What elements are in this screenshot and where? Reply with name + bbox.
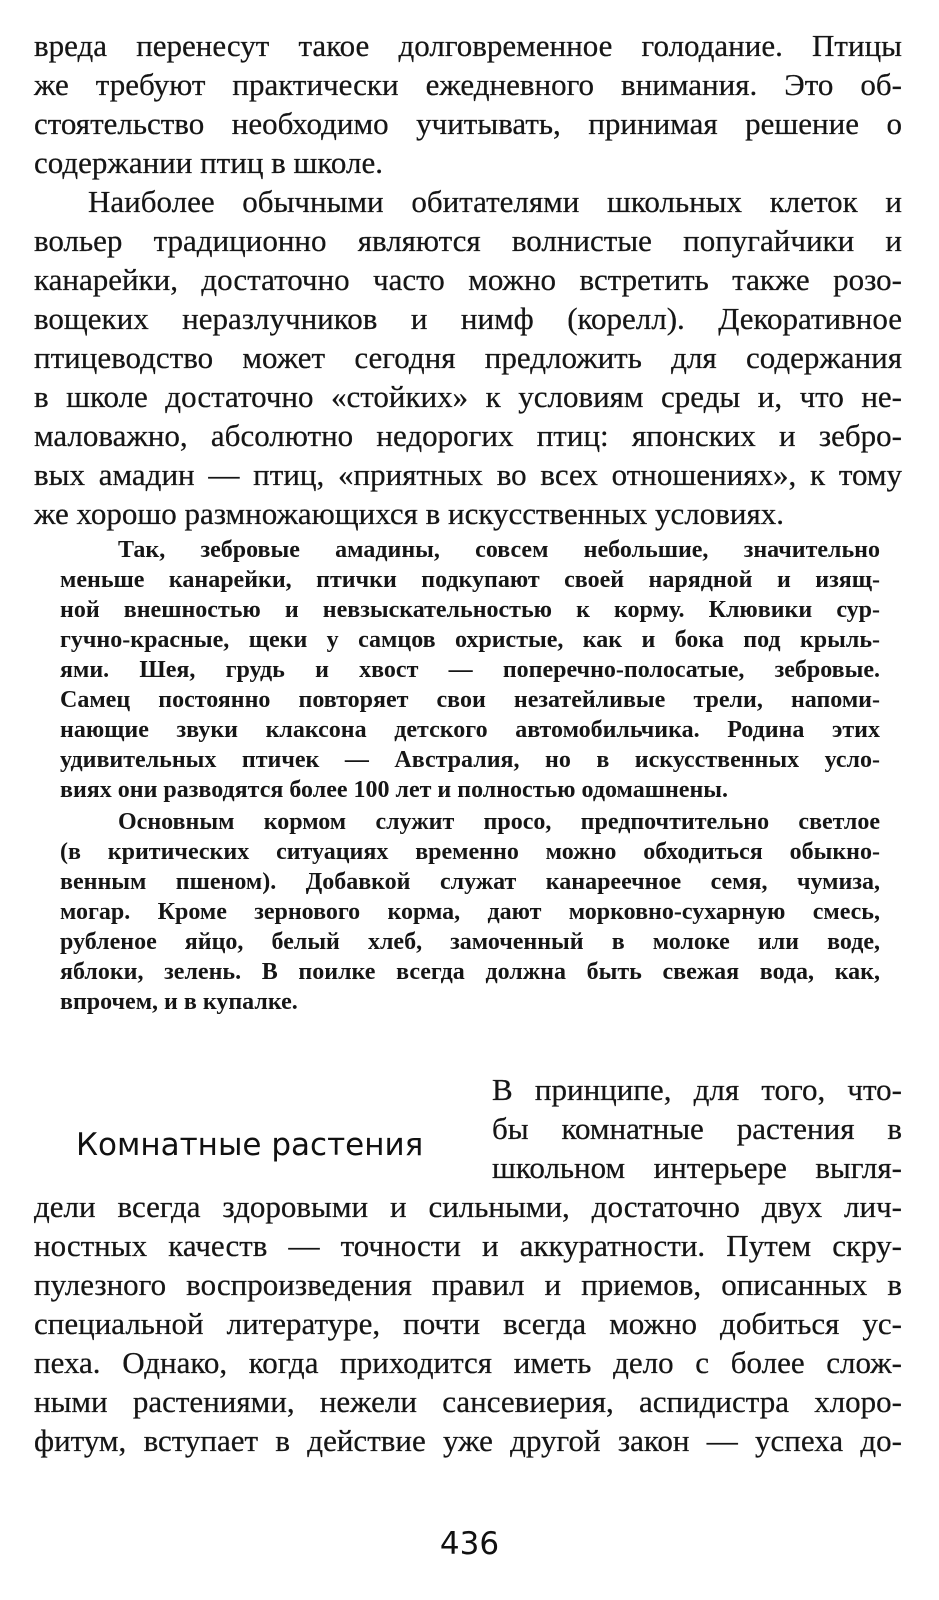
small-text-line: ями. Шея, грудь и хвост — поперечно-полосатые, зебровые. [60, 657, 880, 683]
text-line: содержании птиц в школе. [34, 145, 383, 180]
small-text-line: Так, зебровые амадины, совсем небольшие, значительно [118, 537, 880, 563]
text-line: ными растениями, нежели сансевиерия, аспидистра хлоро- [34, 1384, 902, 1419]
text-line: вольер традиционно являются волнистые попугайчики и [34, 223, 902, 258]
text-line: фитум, вступает в действие уже другой закон — успеха до- [34, 1423, 902, 1458]
small-text-line: венным пшеном). Добавкой служат канареечное семя, чумиза, [60, 869, 880, 895]
text-line: школьном интерьере выгля- [492, 1150, 902, 1185]
small-text-line: яблоки, зелень. В поилке всегда должна быть свежая вода, как, [60, 959, 880, 985]
small-text-line: (в критических ситуациях временно можно обходиться обыкно- [60, 839, 880, 865]
text-line: вощеких неразлучников и нимф (корелл). Декоративное [34, 301, 902, 336]
text-line: маловажно, абсолютно недорогих птиц: японских и зебро- [34, 418, 902, 453]
small-text-line: могар. Кроме зернового корма, дают морковно-сухарную смесь, [60, 899, 880, 925]
text-line: В принципе, для того, что- [492, 1072, 902, 1107]
text-line: канарейки, достаточно часто можно встретить также розо- [34, 262, 902, 297]
small-text-line: впрочем, и в купалке. [60, 989, 298, 1015]
small-text-line: нающие звуки клаксона детского автомобильчика. Родина этих [60, 717, 880, 743]
small-text-line: Основным кормом служит просо, предпочтительно светлое [118, 809, 880, 835]
text-line: специальной литературе, почти всегда можно добиться ус- [34, 1306, 902, 1341]
text-line: стоятельство необходимо учитывать, принимая решение о [34, 106, 902, 141]
page-number: 436 [439, 1526, 500, 1562]
small-text-line: удивительных птичек — Австралия, но в искусственных усло- [60, 747, 880, 773]
small-text-line: гучно-красные, щеки у самцов охристые, как и бока под крыль- [60, 627, 880, 653]
small-text-line: виях они разводятся более 100 лет и полностью одомашнены. [60, 777, 729, 803]
text-line: вых амадин — птиц, «приятных во всех отношениях», к тому [34, 457, 902, 492]
section-heading: Комнатные растения [76, 1127, 424, 1163]
small-text-line: ной внешностью и невзыскательностью к корму. Клювики сур- [60, 597, 880, 623]
text-line: же хорошо размножающихся в искусственных условиях. [34, 496, 784, 531]
text-line: дели всегда здоровыми и сильными, достаточно двух лич- [34, 1189, 902, 1224]
text-line: бы комнатные растения в [492, 1111, 902, 1146]
text-line: же требуют практически ежедневного внимания. Это об- [34, 67, 902, 102]
text-line: в школе достаточно «стойких» к условиям среды и, что не- [34, 379, 902, 414]
small-text-line: меньше канарейки, птички подкупают своей нарядной и изящ- [60, 567, 880, 593]
text-line: вреда перенесут такое долговременное голодание. Птицы [34, 28, 902, 63]
small-text-line: Самец постоянно повторяет свои незатейливые трели, напоми- [60, 687, 880, 713]
text-line: пулезного воспроизведения правил и приемов, описанных в [34, 1267, 902, 1302]
text-line: Наиболее обычными обитателями школьных клеток и [88, 184, 902, 219]
text-line: птицеводство может сегодня предложить для содержания [34, 340, 902, 375]
text-line: пеха. Однако, когда приходится иметь дело с более слож- [34, 1345, 902, 1380]
text-line: ностных качеств — точности и аккуратности. Путем скру- [34, 1228, 902, 1263]
small-text-line: рубленое яйцо, белый хлеб, замоченный в молоке или воде, [60, 929, 880, 955]
